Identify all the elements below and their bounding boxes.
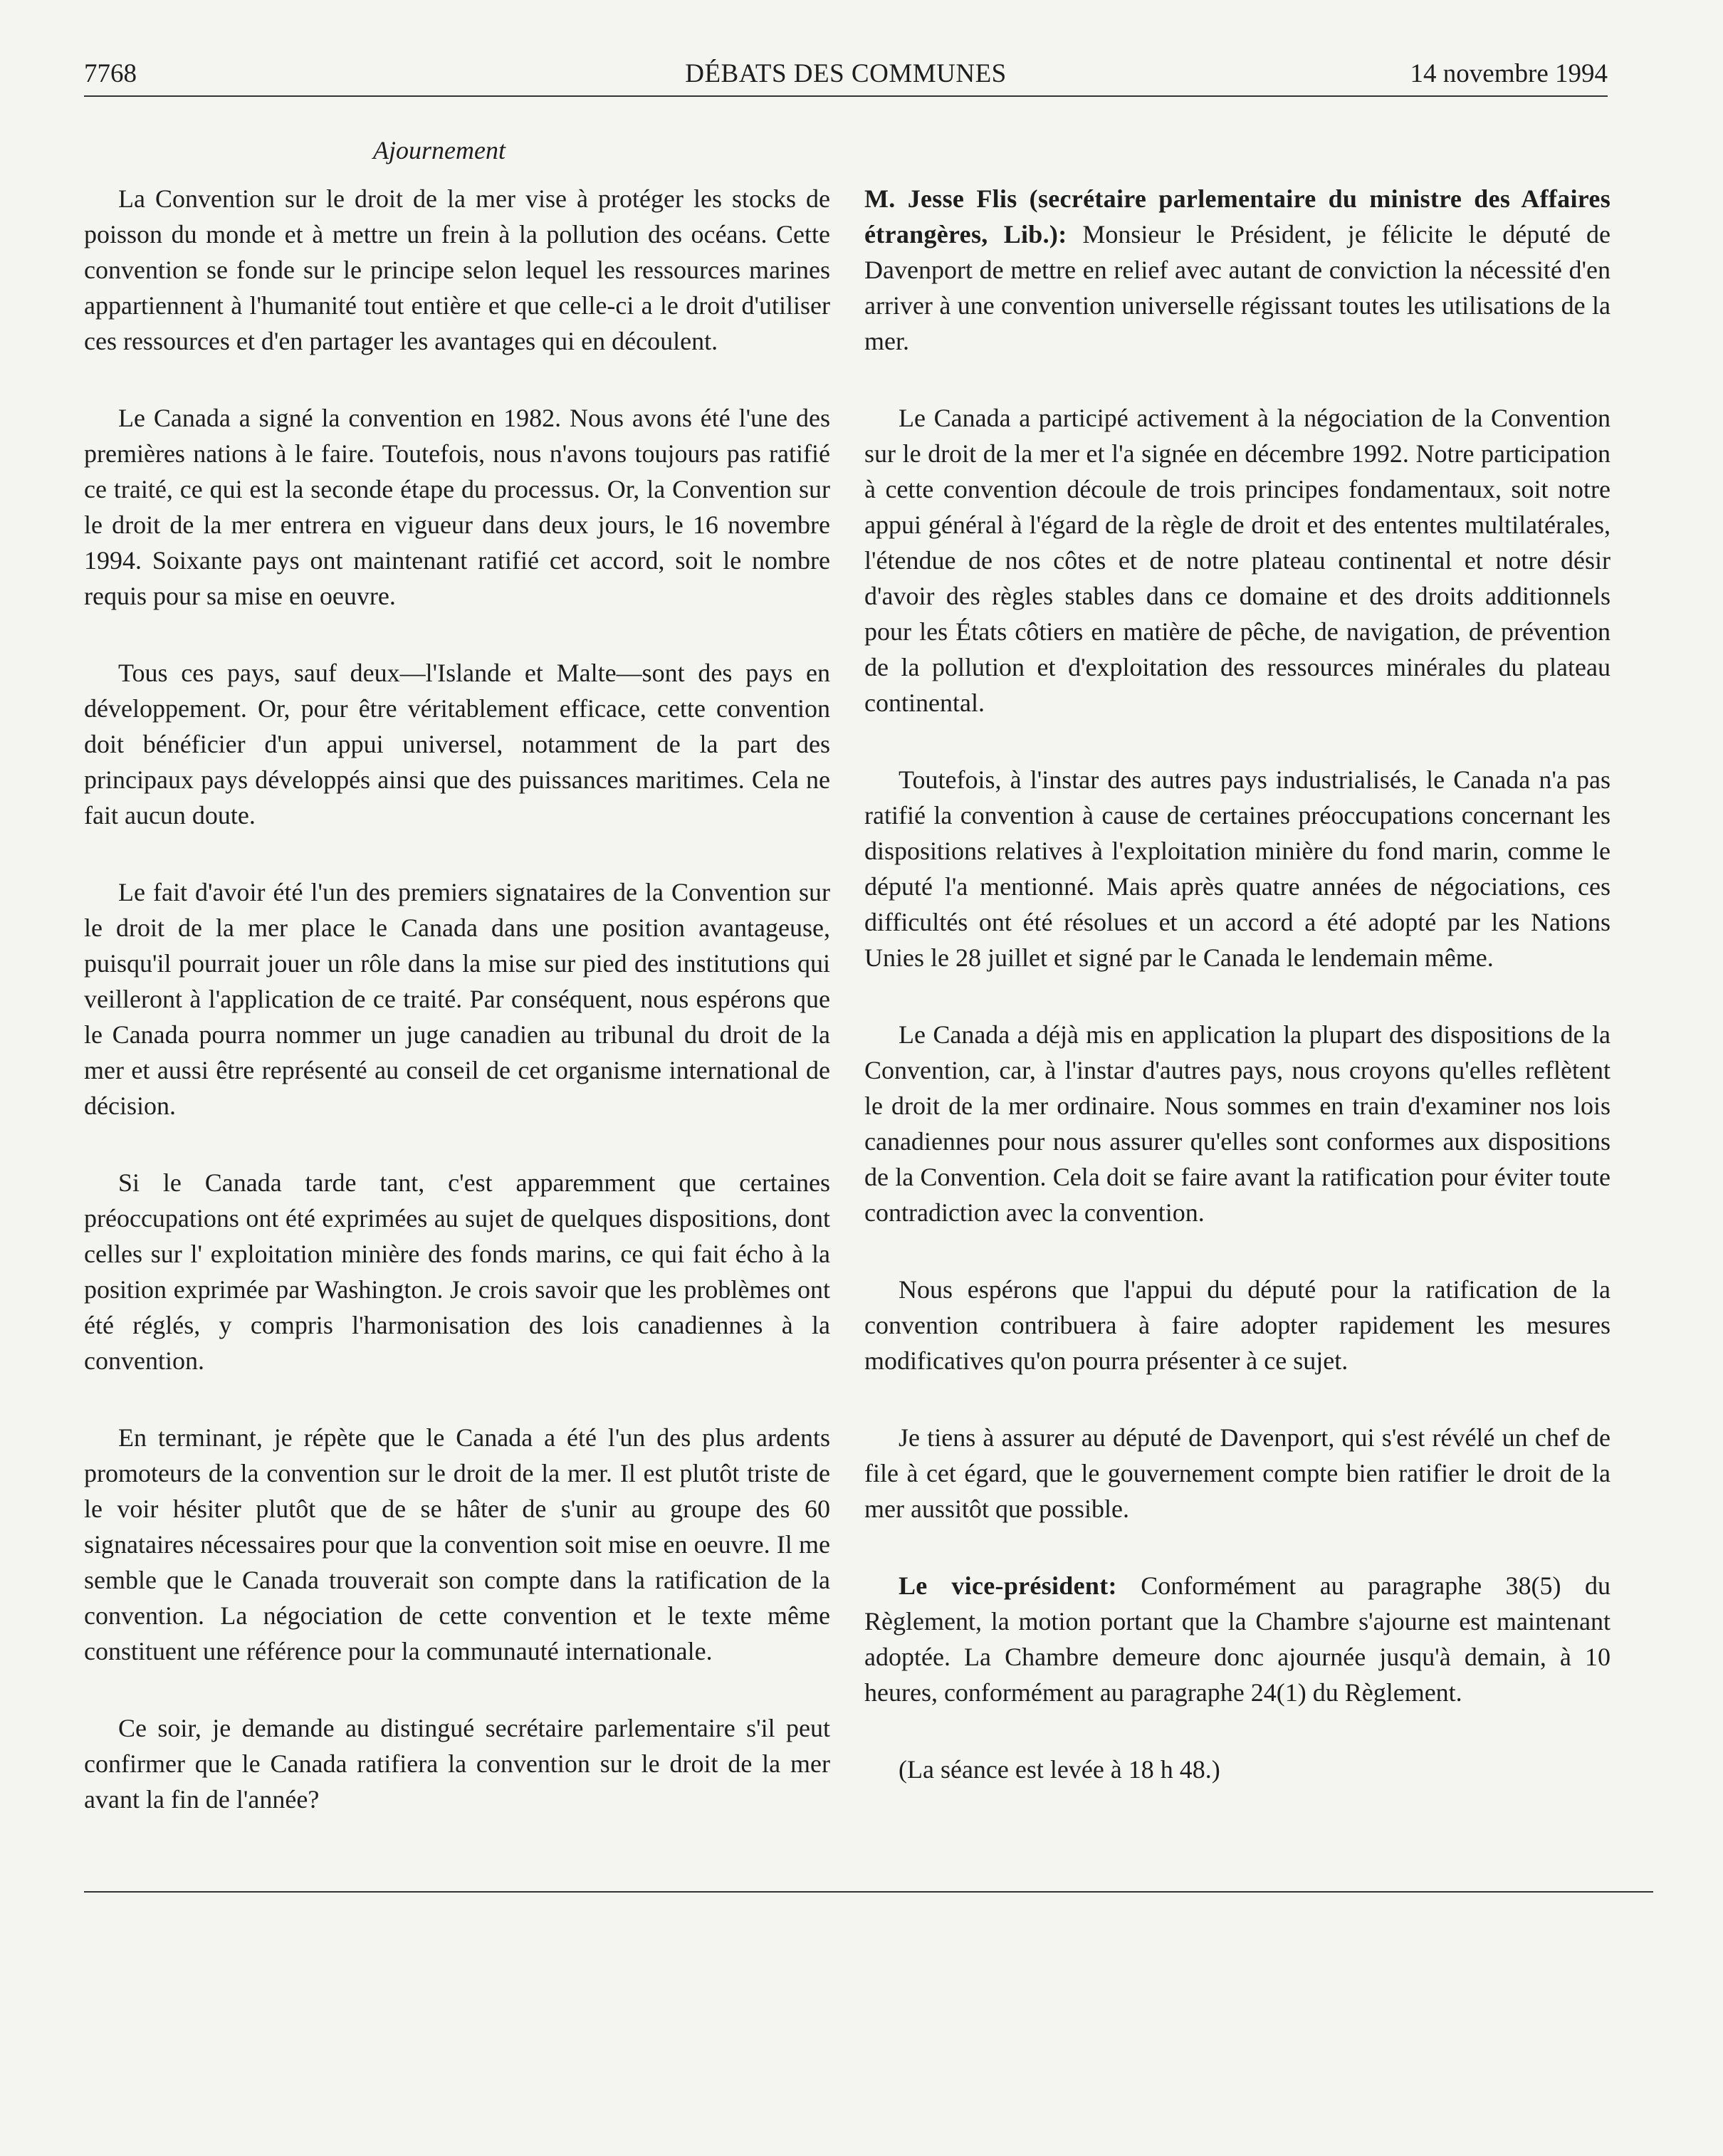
header-rule [84, 95, 1608, 97]
paragraph: Nous espérons que l'appui du député pour la ratification de la convention contribuera à faire adopter rapidement les mesures modificatives qu'on pourra présenter à ce sujet. [864, 1275, 1611, 1375]
footer-rule [84, 1891, 1653, 1893]
running-header [84, 54, 1608, 94]
right-column [864, 181, 1611, 1787]
section-title: Ajournement [373, 136, 506, 164]
speech-text: Conformément au paragraphe 38(5) du Règlement, la motion portant que la Chambre s'ajourne est maintenant adoptée. La Chambre demeure donc ajournée jusqu'à demain, à 10 heures, conformément au paragraphe 24(1) du Règlement. [864, 1571, 1611, 1707]
speaker-name: M. Jesse Flis (secrétaire parlementaire du ministre des Affaires étrangères, Lib.): [864, 184, 1611, 248]
paragraph: Le Canada a déjà mis en application la plupart des dispositions de la Convention, car, à l'instar d'autres pays, nous croyons qu'elles reflètent le droit de la mer ordinaire. Nous sommes en train d'examiner nos lois canadiennes pour nous assurer qu'elles sont conformes aux dispositions de la Convention. Cela doit se faire avant la ratification pour éviter toute contradiction avec la convention. [864, 1020, 1611, 1227]
paragraph: Le Canada a signé la convention en 1982. Nous avons été l'une des premières nations à le faire. Toutefois, nous n'avons toujours pas ratifié ce traité, ce qui est la seconde étape du processus. Or, la Convention sur le droit de la mer entrera en vigueur dans deux jours, le 16 novembre 1994. Soixante pays ont maintenant ratifié cet accord, soit le nombre requis pour sa mise en oeuvre. [84, 404, 830, 610]
speaker-name: Le vice-président: [899, 1571, 1117, 1600]
speech-vice-president [864, 1568, 1611, 1710]
paragraph: Le Canada a participé activement à la négociation de la Convention sur le droit de la mer et l'a signée en décembre 1992. Notre participation à cette convention découle de trois principes fondamentaux, soit notre appui général à l'égard de la règle de droit et des ententes multilatérales, l'étendue de nos côtes et de notre plateau continental et notre désir d'avoir des règles stables dans ce domaine et des droits additionnels pour les États côtiers en matière de pêche, de navigation, de prévention de la pollution et d'exploitation des ressources minérales du plateau continental. [864, 404, 1611, 717]
paragraph: La Convention sur le droit de la mer vise à protéger les stocks de poisson du monde et à mettre un frein à la pollution des océans. Cette convention se fonde sur le principe selon lequel les ressources marines appartiennent à l'humanité tout entière et que celle-ci a le droit d'utiliser ces ressources et d'en partager les avantages qui en découlent. [84, 184, 830, 355]
speech-text: Monsieur le Président, je félicite le député de Davenport de mettre en relief avec autant de conviction la nécessité d'en arriver à une convention universelle régissant toutes les utilisations de la mer. [864, 220, 1611, 355]
paragraph: Ce soir, je demande au distingué secrétaire parlementaire s'il peut confirmer que le Canada ratifiera la convention sur le droit de la mer avant la fin de l'année? [84, 1714, 830, 1814]
paragraph: Si le Canada tarde tant, c'est apparemment que certaines préoccupations ont été exprimées au sujet de quelques dispositions, dont celles sur l' exploitation minière des fonds marins, ce qui fait écho à la position exprimée par Washington. Je crois savoir que les problèmes ont été réglés, y compris l'harmonisation des lois canadiennes à la convention. [84, 1168, 830, 1375]
paragraph: Je tiens à assurer au député de Davenport, qui s'est révélé un chef de file à cet égard, que le gouvernement compte bien ratifier le droit de la mer aussitôt que possible. [864, 1423, 1611, 1523]
paragraph: En terminant, je répète que le Canada a été l'un des plus ardents promoteurs de la convention sur le droit de la mer. Il est plutôt triste de le voir hésiter plutôt que de se hâter de s'unir au groupe des 60 signataires nécessaires pour que la convention soit mise en oeuvre. Il me semble que le Canada trouverait son compte dans la ratification de la convention. La négociation de cette convention et le texte même constituent une référence pour la communauté internationale. [84, 1423, 830, 1665]
publication-date: 14 novembre 1994 [1410, 59, 1608, 88]
left-column [84, 181, 830, 1817]
paragraph: Tous ces pays, sauf deux—l'Islande et Malte—sont des pays en développement. Or, pour être véritablement efficace, cette convention doit bénéficier d'un appui universel, notamment de la part des principaux pays développés ainsi que des puissances maritimes. Cela ne fait aucun doute. [84, 659, 830, 830]
sitting-closed-note: (La séance est levée à 18 h 48.) [899, 1755, 1220, 1784]
publication-title: DÉBATS DES COMMUNES [685, 59, 1007, 88]
speech-flis [864, 181, 1611, 359]
paragraph: Toutefois, à l'instar des autres pays industrialisés, le Canada n'a pas ratifié la convention à cause de certaines préoccupations concernant les dispositions relatives à l'exploitation minière du fond marin, comme le député l'a mentionné. Mais après quatre années de négociations, ces difficultés ont été résolues et un accord a été adopté par les Nations Unies le 28 juillet et signé par le Canada le lendemain même. [864, 765, 1611, 972]
paragraph: Le fait d'avoir été l'un des premiers signataires de la Convention sur le droit de la mer place le Canada dans une position avantageuse, puisqu'il pourrait jouer un rôle dans la mise sur pied des institutions qui veilleront à l'application de ce traité. Par conséquent, nous espérons que le Canada pourra nommer un juge canadien au tribunal du droit de la mer et aussi être représenté au conseil de cet organisme international de décision. [84, 878, 830, 1120]
page-number: 7768 [84, 59, 137, 88]
